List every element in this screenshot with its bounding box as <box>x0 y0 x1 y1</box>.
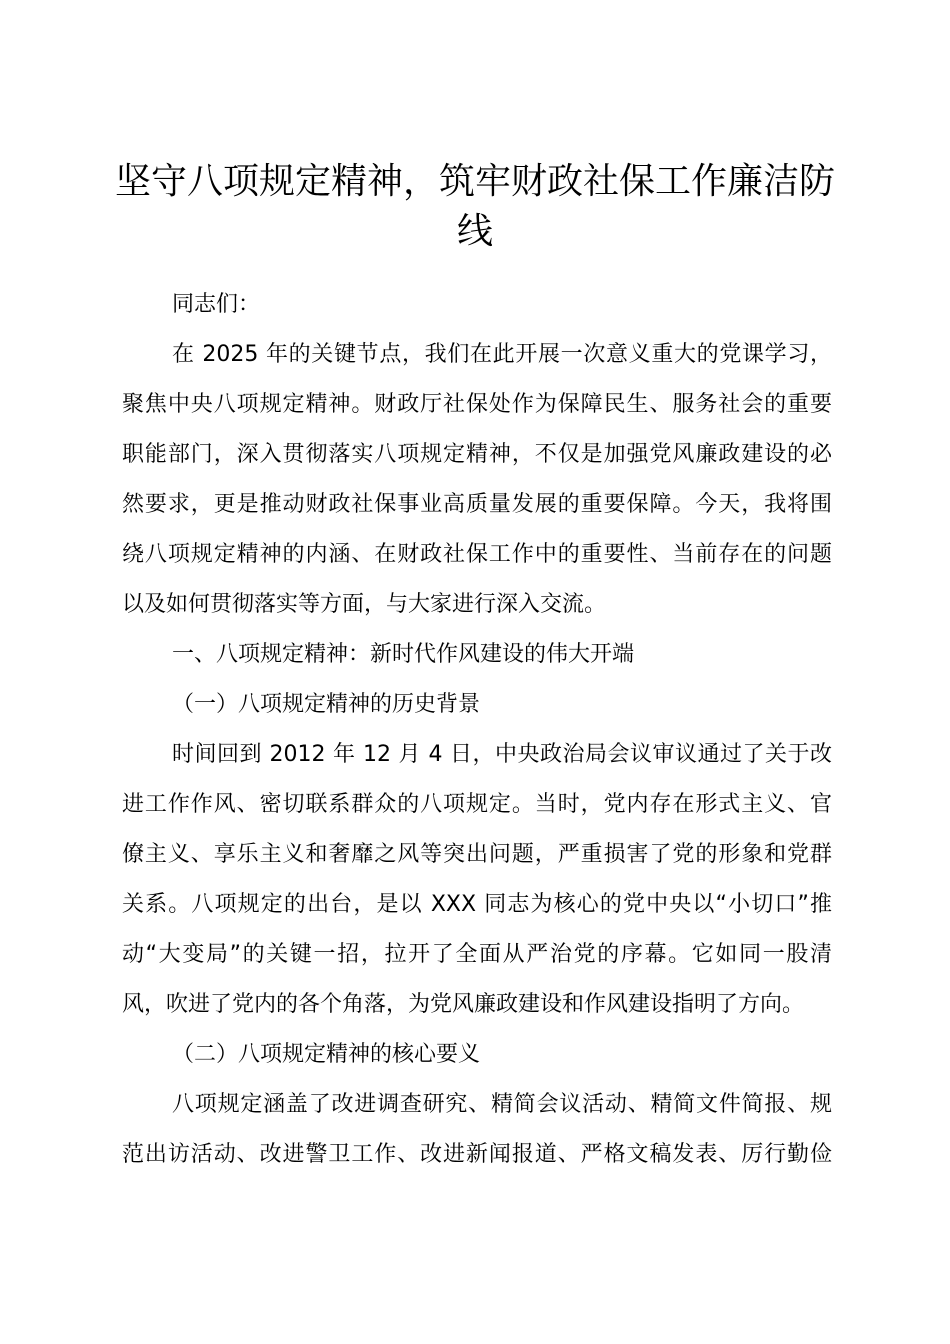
paragraph-line: 风，吹进了党内的各个角落，为党风廉政建设和作风建设指明了方向。 <box>122 992 805 1017</box>
paragraph-line: 八项规定涵盖了改进调查研究、精简会议活动、精简文件简报、规 <box>172 1092 832 1117</box>
paragraph-line: 范出访活动、改进警卫工作、改进新闻报道、严格文稿发表、厉行勤俭 <box>122 1142 832 1167</box>
paragraph-line: 以及如何贯彻落实等方面，与大家进行深入交流。 <box>122 592 607 617</box>
document-title-line-1: 坚守八项规定精神，筑牢财政社保工作廉洁防 <box>114 161 835 202</box>
paragraph-line: 在 2025 年的关键节点，我们在此开展一次意义重大的党课学习， <box>172 342 832 367</box>
paragraph-line: 聚焦中央八项规定精神。财政厅社保处作为保障民生、服务社会的重要 <box>122 392 832 417</box>
paragraph-line: 进工作作风、密切联系群众的八项规定。当时，党内存在形式主义、官 <box>122 792 832 817</box>
paragraph-line: 绕八项规定精神的内涵、在财政社保工作中的重要性、当前存在的问题 <box>122 542 832 567</box>
paragraph-line: 职能部门，深入贯彻落实八项规定精神，不仅是加强党风廉政建设的必 <box>122 442 832 467</box>
paragraph-line: 动“大变局”的关键一招，拉开了全面从严治党的序幕。它如同一股清 <box>122 942 832 967</box>
paragraph-line: 时间回到 2012 年 12 月 4 日，中央政治局会议审议通过了关于改 <box>172 742 832 767</box>
paragraph-line: 僚主义、享乐主义和奢靡之风等突出问题，严重损害了党的形象和党群 <box>122 842 832 867</box>
subsection-heading-1: （一）八项规定精神的历史背景 <box>172 692 481 717</box>
document-title-line-2: 线 <box>456 211 493 252</box>
subsection-heading-2: （二）八项规定精神的核心要义 <box>172 1042 481 1067</box>
salutation: 同志们： <box>172 292 261 317</box>
paragraph-line: 然要求，更是推动财政社保事业高质量发展的重要保障。今天，我将围 <box>122 492 832 517</box>
section-heading-1: 一、八项规定精神：新时代作风建设的伟大开端 <box>172 642 635 667</box>
paragraph-line: 关系。八项规定的出台，是以 XXX 同志为核心的党中央以“小切口”推 <box>122 892 832 917</box>
